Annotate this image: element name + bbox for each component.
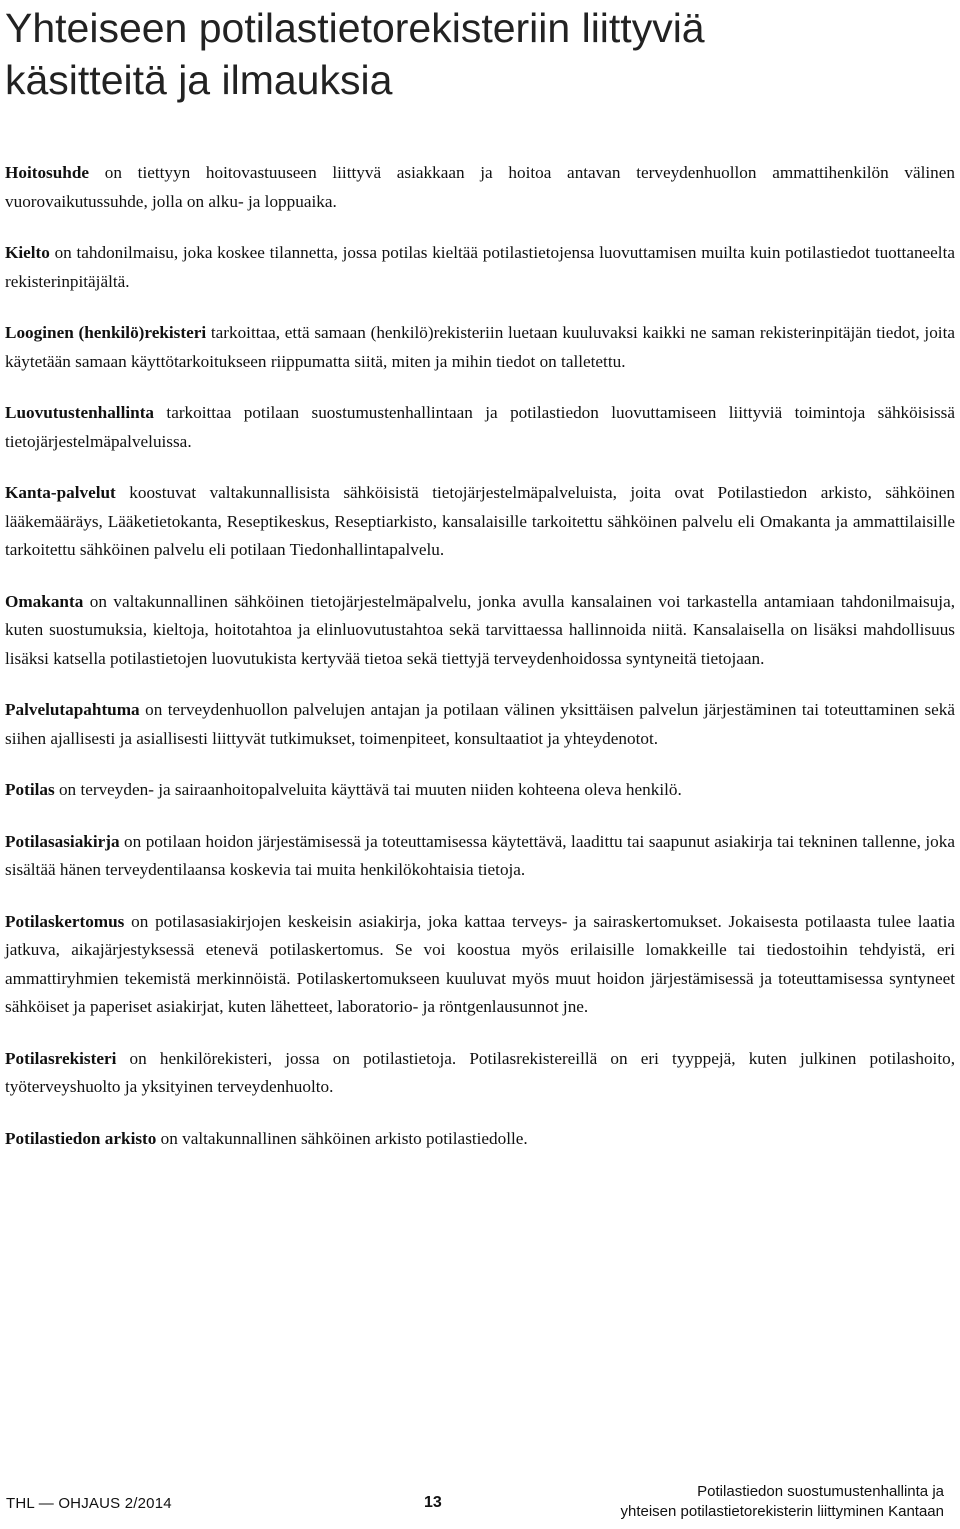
definitions-list [5, 159, 955, 1176]
definition-text: on potilaan hoidon järjestämisessä ja toteuttamisessa käytettävä, laadittu tai saapunut asiakirja tai tekninen tallenne, joka sisältää hänen terveydentilaansa koskevia tai muita henkilökohtaisia tietoja. [5, 831, 955, 879]
definition-text: tarkoittaa potilaan suostumustenhallintaan ja potilastiedon luovuttamiseen liittyviä toimintoja sähköisissä tietojärjestelmäpalveluissa. [5, 403, 955, 451]
definition-term: Potilasrekisteri [5, 1048, 117, 1068]
definition-potilasrekisteri [5, 1045, 955, 1102]
definition-text: on potilasasiakirjojen keskeisin asiakirja, joka kattaa terveys- ja sairaskertomukset. Jokaisesta potilaasta tulee laatia jatkuva, aikajärjestyksessä etenevä potilaskertomus. Se voi koostua myös erilaisille lomakkeille tai tiedostoihin tehdyistä, eri ammattiryhmien tekemistä merkinnöistä. Potilaskertomukseen kuuluvat myös muut hoidon järjestämisessä ja toteuttamisessa syntyneet sähköiset ja paperiset asiakirjat, kuten lähetteet, laboratorio- ja röntgenlausunnot jne. [5, 911, 955, 1016]
definition-kielto [5, 239, 955, 296]
definition-palvelutapahtuma [5, 696, 955, 753]
definition-kanta-palvelut [5, 479, 955, 565]
definition-term: Potilas [5, 780, 55, 799]
definition-term: Omakanta [5, 591, 84, 611]
page-title [5, 2, 945, 106]
definition-luovutustenhallinta [5, 399, 955, 456]
definition-term: Potilaskertomus [5, 911, 125, 931]
footer-document-title [620, 1482, 944, 1522]
definition-text: koostuvat valtakunnallisista sähköisistä tietojärjestelmäpalveluista, joita ovat Potilastiedon arkisto, sähköinen lääkemääräys, Lääketietokanta, Reseptikeskus, Reseptiarkisto, kansalaisille tarkoitettu sähköinen palvelu eli Omakanta ja ammattilaisille tarkoitettu sähköinen palvelu eli potilaan Tiedonhallintapalvelu. [5, 483, 955, 559]
footer-document-title-line-1: Potilastiedon suostumustenhallinta ja [697, 1483, 944, 1500]
page-title-line-2: käsitteitä ja ilmauksia [5, 57, 393, 103]
definition-text: tarkoittaa, että samaan (henkilö)rekisteriin luetaan kuuluvaksi kaikki ne saman rekisterinpitäjän tiedot, joita käytetään samaan käyttötarkoitukseen riippumatta siitä, miten ja mihin tiedot on talletettu. [5, 323, 955, 371]
definition-text: on tahdonilmaisu, joka koskee tilannetta, jossa potilas kieltää potilastietojensa luovuttamisen muilta kuin potilastiedot tuottaneelta rekisterinpitäjältä. [5, 243, 955, 291]
footer-publication: THL — OHJAUS 2/2014 [6, 1495, 172, 1512]
definition-potilasasiakirja [5, 828, 955, 885]
page-title-line-1: Yhteiseen potilastietorekisteriin liittyviä [5, 5, 705, 51]
definition-term: Kielto [5, 243, 50, 262]
definition-hoitosuhde [5, 159, 955, 216]
definition-potilas [5, 776, 955, 805]
definition-term: Potilastiedon arkisto [5, 1128, 157, 1148]
definition-text: on terveydenhuollon palvelujen antajan ja potilaan välinen yksittäisen palvelun järjestäminen tai toteuttaminen sekä siihen ajallisesti ja asiallisesti liittyvät tutkimukset, toimenpiteet, konsultaatiot ja yhteydenotot. [5, 700, 955, 748]
definition-text: on tiettyyn hoitovastuuseen liittyvä asiakkaan ja hoitoa antavan terveydenhuollon ammattihenkilön välinen vuorovaikutussuhde, jolla on alku- ja loppuaika. [5, 163, 955, 211]
definition-term: Palvelutapahtuma [5, 700, 140, 719]
definition-text: on terveyden- ja sairaanhoitopalveluita käyttävä tai muuten niiden kohteena oleva henkilö. [54, 780, 682, 799]
definition-omakanta [5, 588, 955, 674]
definition-potilastiedon-arkisto [5, 1125, 955, 1154]
definition-term: Hoitosuhde [5, 163, 90, 182]
definition-term: Looginen (henkilö)rekisteri [5, 323, 207, 342]
definition-term: Luovutustenhallinta [5, 403, 155, 422]
definition-term: Kanta-palvelut [5, 483, 116, 502]
definition-looginen-rekisteri [5, 319, 955, 376]
page-number: 13 [424, 1494, 442, 1511]
definition-text: on valtakunnallinen sähköinen arkisto potilastiedolle. [156, 1128, 528, 1148]
page-footer [0, 1482, 960, 1526]
footer-document-title-line-2: yhteisen potilastietorekisterin liittyminen Kantaan [620, 1503, 944, 1520]
definition-text: on valtakunnallinen sähköinen tietojärjestelmäpalvelu, jonka avulla kansalainen voi tarkastella antamiaan tahdonilmaisuja, kuten suostumuksia, kieltoja, hoitotahtoa ja elinluovutustahtoa sekä tarvittaessa hallinnoida niitä. Kansalaisella on lisäksi mahdollisuus lisäksi katsella potilastietojen luovutukista kertyvää tietoa sekä tiettyjä terveydenhoidossa syntyneitä tietojaan. [5, 591, 955, 668]
definition-term: Potilasasiakirja [5, 831, 120, 851]
definition-text: on henkilörekisteri, jossa on potilastietoja. Potilasrekistereillä on eri tyyppejä, kuten julkinen potilashoito, työterveyshuolto ja yksityinen terveydenhuolto. [5, 1048, 955, 1096]
definition-potilaskertomus [5, 908, 955, 1022]
